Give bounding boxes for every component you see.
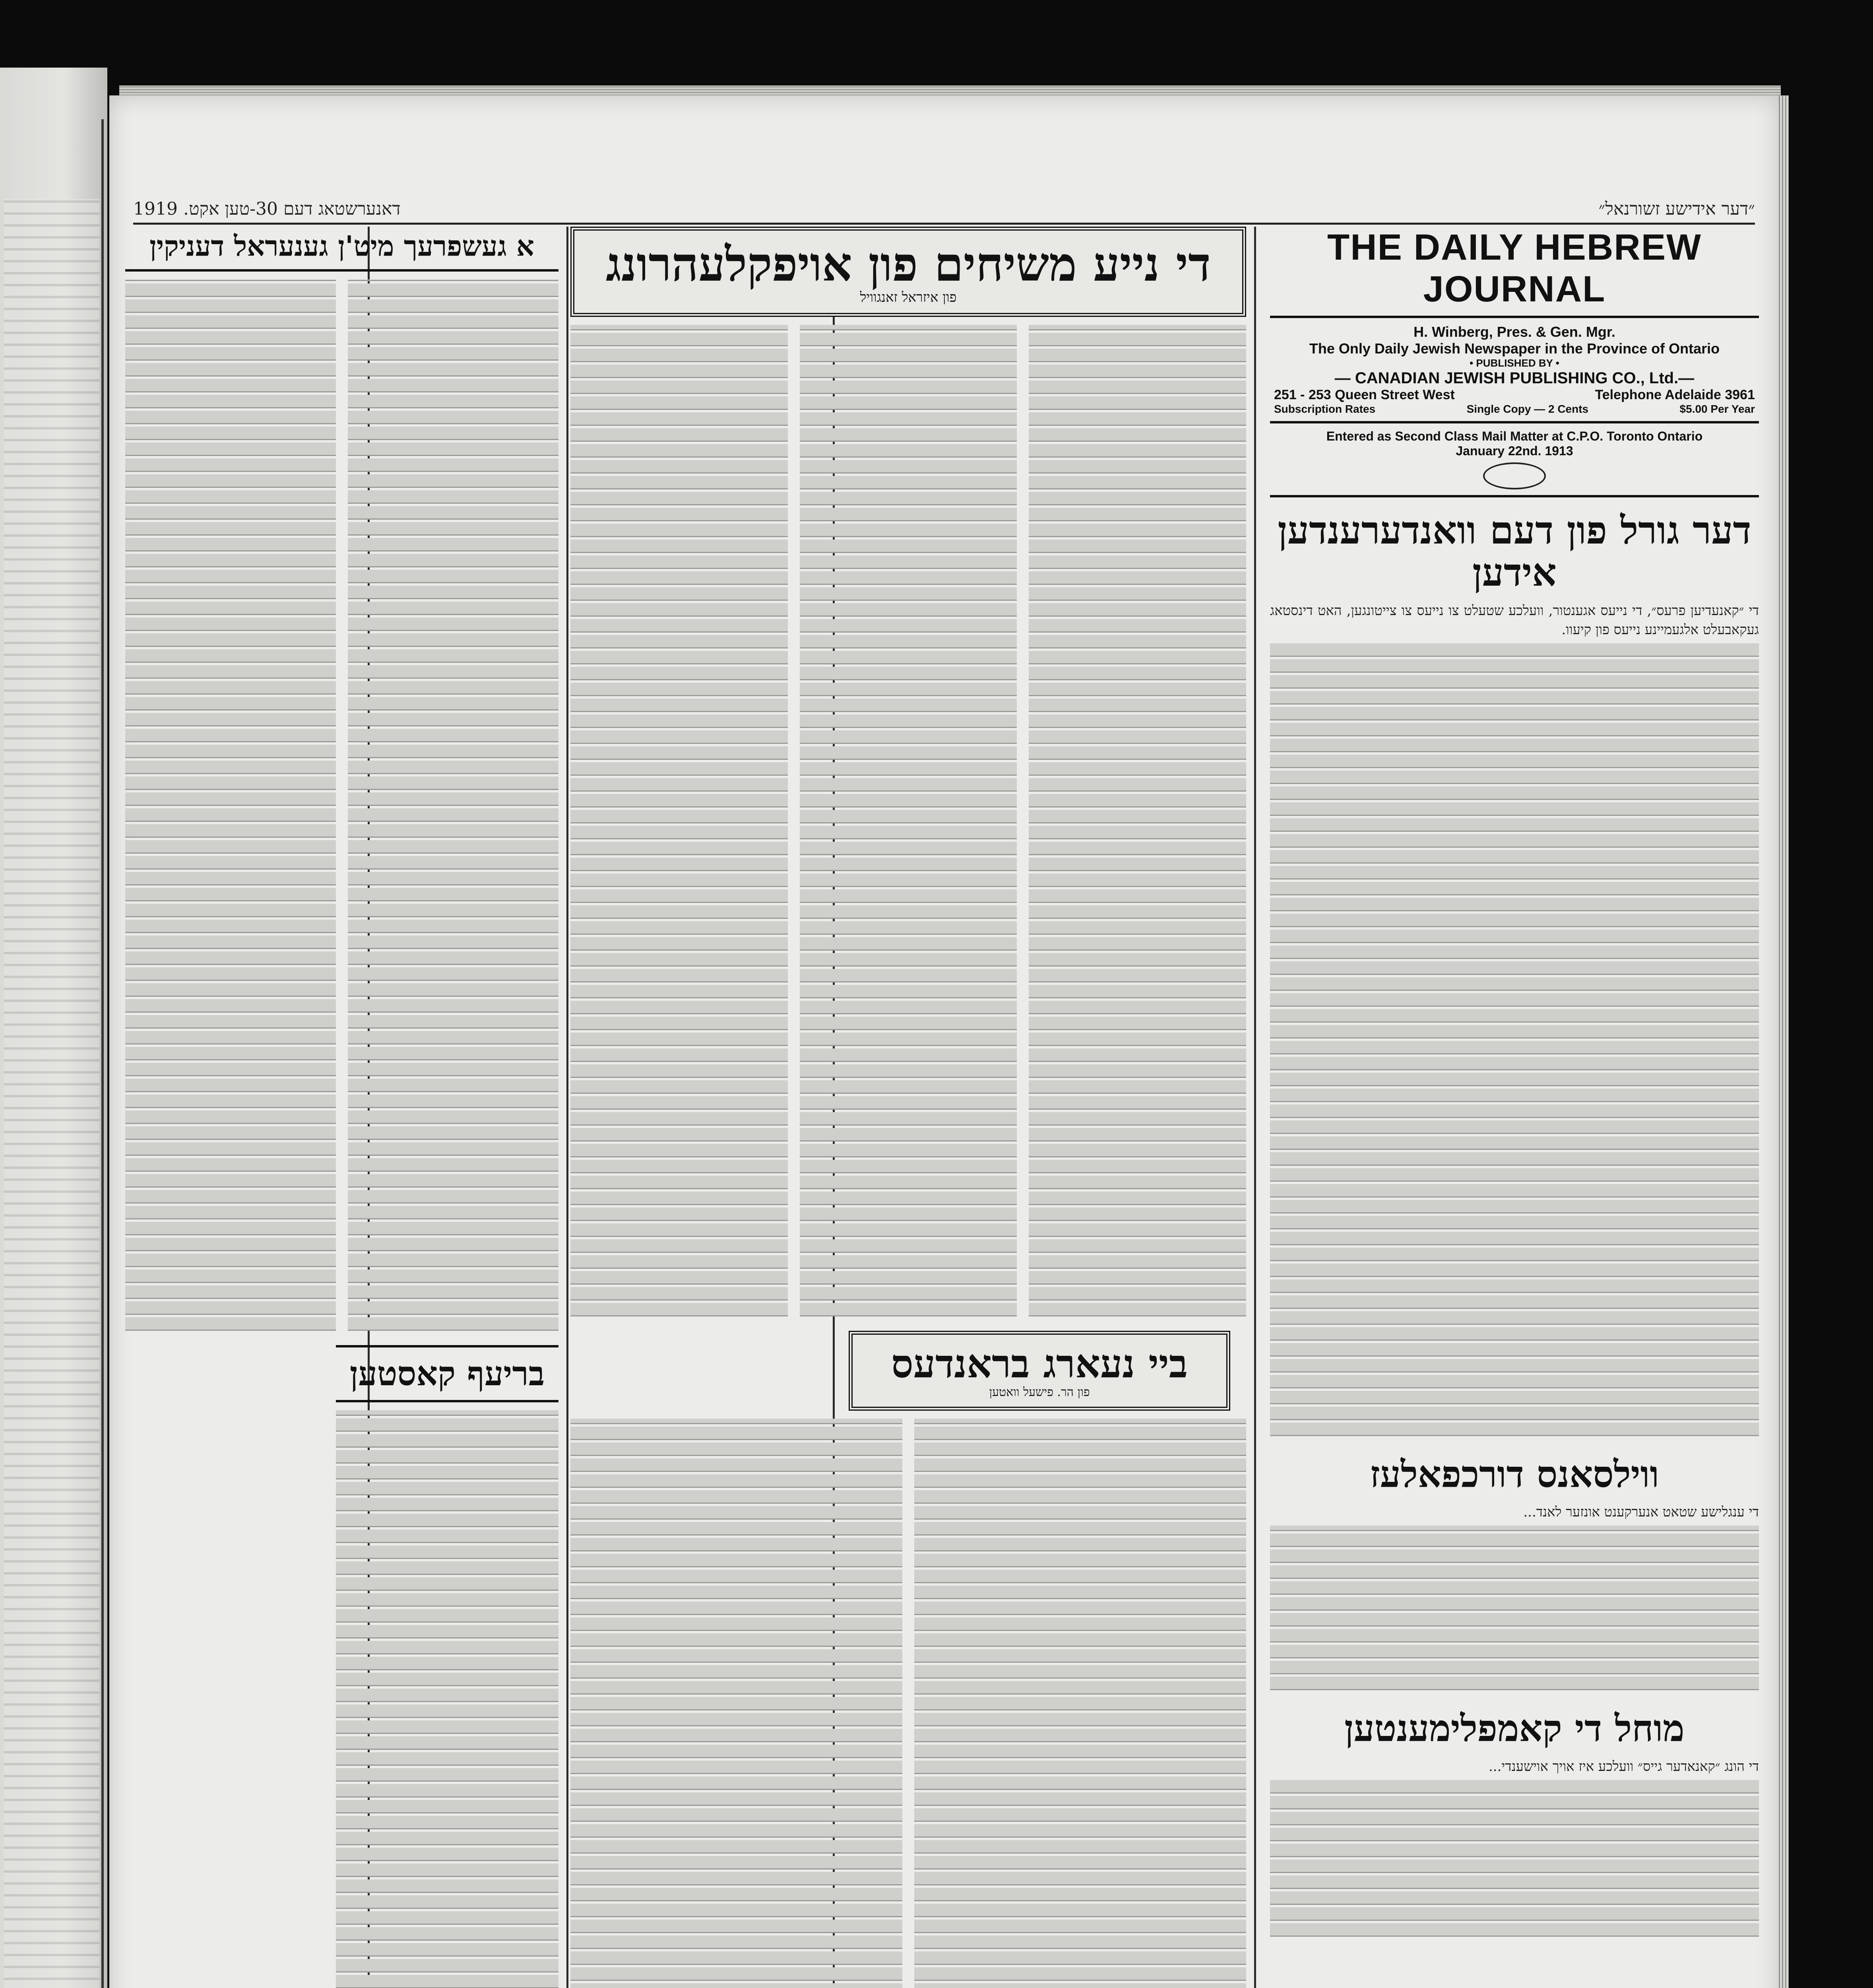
rates-label: Subscription Rates	[1274, 403, 1376, 415]
telephone: Telephone Adelaide 3961	[1595, 387, 1755, 402]
middle-column	[570, 227, 1246, 1988]
letter-box-headline: בריעף קאסטען	[336, 1345, 558, 1402]
bei-nearing-headline: ביי נעארג בראנדעס	[891, 1341, 1188, 1387]
date-line: דאנערשטאג דעם 30-טען אקט. 1919	[133, 198, 401, 219]
divider	[1270, 316, 1759, 318]
wilson-body	[1270, 1526, 1759, 1693]
column-rule	[101, 119, 104, 1988]
wilson-headline: ווילסאנס דורכפאלעז	[1370, 1453, 1659, 1496]
new-talks-author: פון איזראל זאנגוויל	[860, 289, 957, 305]
newspaper-page	[109, 95, 1779, 1988]
column-rule	[1254, 227, 1256, 1988]
english-title: THE DAILY HEBREW JOURNAL	[1327, 227, 1702, 309]
entered-line: Entered as Second Class Mail Matter at C.P.O. Toronto Ontario	[1326, 429, 1703, 443]
editorial-body	[1270, 643, 1759, 1439]
per-year: $5.00 Per Year	[1679, 403, 1755, 415]
new-talks-body-right	[1029, 325, 1246, 1319]
divider	[1270, 495, 1759, 497]
left-column	[125, 227, 558, 1988]
editorial-headline: דער גורל פון דעם וואנדערענדען אידען	[1278, 508, 1751, 595]
new-talks-box	[570, 227, 1246, 317]
bei-nearing-author: פון הר. פישעל וואטען	[989, 1385, 1090, 1399]
general-body-left	[125, 280, 336, 1333]
adjacent-page-text	[4, 199, 99, 1988]
paper-name: ״דער אידישע זשורנאל״	[1598, 198, 1755, 219]
publisher-line: H. Winberg, Pres. & Gen. Mgr.	[1413, 324, 1615, 340]
general-body-right	[348, 280, 558, 1333]
address: 251 - 253 Queen Street West	[1274, 387, 1455, 402]
forgive-body	[1270, 1780, 1759, 1939]
adjacent-page-strip	[0, 68, 107, 1988]
editorial-paragraph: די ״קאנעדיען פרעס״, די נייעס אגענטור, וועלכע שטעלט צו נייעס צו צייטונגען, האט דינסטאג געקאבעלט אלגעמיינע נייעס פון קיעוו.	[1270, 603, 1759, 638]
company-line: — CANADIAN JEWISH PUBLISHING CO., Ltd.—	[1334, 369, 1695, 387]
new-talks-headline: די נייע משיחים פון אויפקלעהרונג	[606, 237, 1211, 292]
letter-box-body	[336, 1410, 558, 1988]
address-row	[1270, 387, 1759, 403]
tagline: The Only Daily Jewish Newspaper in the Province of Ontario	[1309, 340, 1720, 357]
entered-date: January 22nd. 1913	[1456, 444, 1573, 458]
column-rule	[566, 227, 568, 1988]
new-talks-body-left	[570, 325, 788, 1319]
bei-nearing-body-left	[570, 1419, 902, 1988]
forgive-headline: מוחל די קאמפלימענטען	[1344, 1707, 1685, 1750]
masthead-line	[133, 195, 1755, 225]
wilson-paragraph: די ענגלישע שטאט אנערקענט אונזער לאנד...	[1523, 1504, 1759, 1520]
new-talks-body-middle	[800, 325, 1017, 1319]
bei-nearing-box	[849, 1331, 1230, 1411]
general-headline: א געשפרעך מיט'ן גענעראל דעניקין	[125, 231, 558, 272]
forgive-paragraph: די הונג ״קאנאדער גייס״ וועלכע איז אויך אוישענדי...	[1488, 1758, 1759, 1774]
english-masthead-box	[1270, 227, 1759, 497]
single-copy: Single Copy — 2 Cents	[1466, 403, 1589, 415]
ornament	[1483, 462, 1546, 489]
rates-row	[1270, 403, 1759, 415]
bei-nearing-body-right	[914, 1419, 1246, 1988]
right-column	[1270, 227, 1759, 1988]
published-by: • PUBLISHED BY •	[1470, 357, 1559, 369]
divider	[1270, 421, 1759, 423]
